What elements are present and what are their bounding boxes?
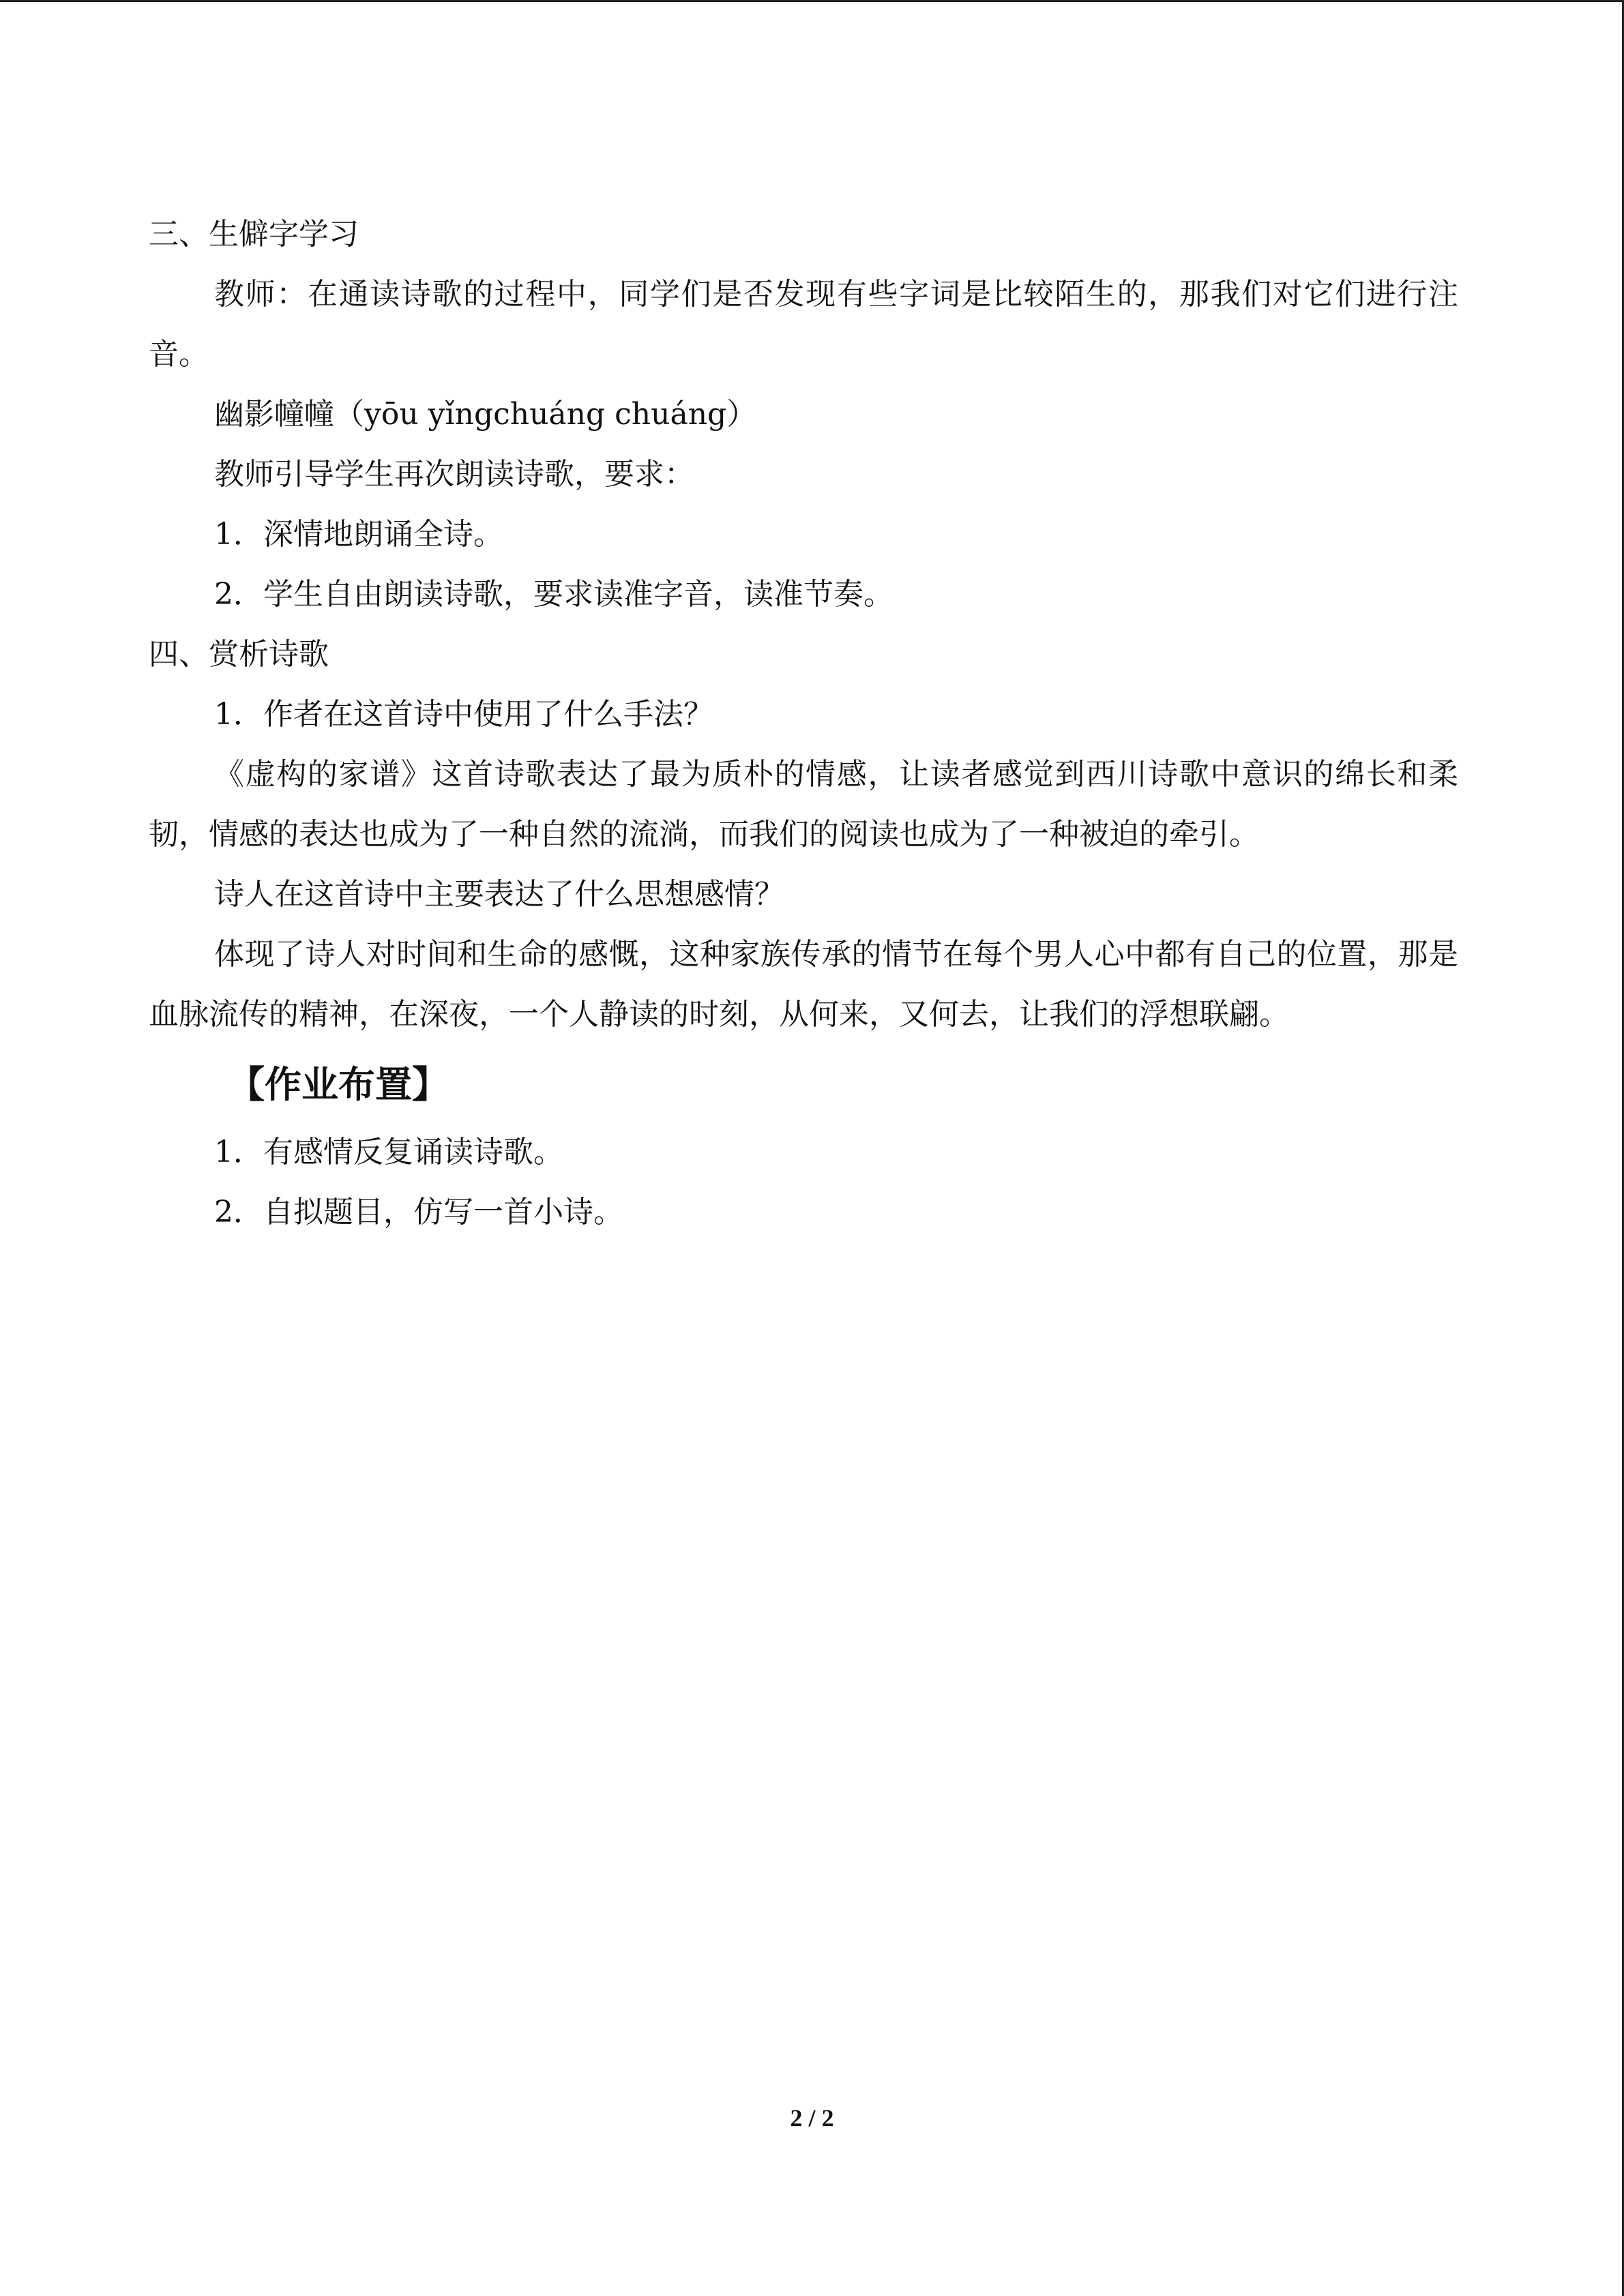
answer-2-paragraph: 体现了诗人对时间和生命的感慨，这种家族传承的情节在每个男人心中都有自己的位置，那是血脉流传的精神，在深夜，一个人静读的时刻，从何来，又何去，让我们的浮想联翩。	[149, 937, 1458, 1032]
page-number: 2 / 2	[790, 2104, 834, 2132]
document-body	[149, 205, 1458, 1242]
section-heading-appreciate: 四、赏析诗歌	[149, 637, 329, 672]
question-2: 诗人在这首诗中主要表达了什么思想感情？	[214, 877, 784, 912]
question-1: 1．作者在这首诗中使用了什么手法？	[214, 697, 713, 732]
section-heading-vocab: 三、生僻字学习	[149, 217, 359, 252]
homework-title: 【作业布置】	[228, 1063, 449, 1106]
homework-item-2: 2．自拟题目，仿写一首小诗。	[214, 1195, 623, 1229]
requirement-1: 1．深情地朗诵全诗。	[214, 517, 503, 552]
page-border-top	[0, 0, 1624, 2]
requirement-2: 2．学生自由朗读诗歌，要求读准字音，读准节奏。	[214, 577, 894, 612]
pinyin-line: 幽影幢幢（yōu yǐngchuáng chuáng）	[214, 397, 757, 432]
answer-1-paragraph: 《虚构的家谱》这首诗歌表达了最为质朴的情感，让读者感觉到西川诗歌中意识的绵长和柔韧，情感的表达也成为了一种自然的流淌，而我们的阅读也成为了一种被迫的牵引。	[149, 757, 1458, 852]
guide-line: 教师引导学生再次朗读诗歌，要求：	[214, 457, 694, 492]
vocab-intro-paragraph: 教师：在通读诗歌的过程中，同学们是否发现有些字词是比较陌生的，那我们对它们进行注音。	[149, 277, 1458, 372]
homework-item-1: 1．有感情反复诵读诗歌。	[214, 1135, 563, 1169]
